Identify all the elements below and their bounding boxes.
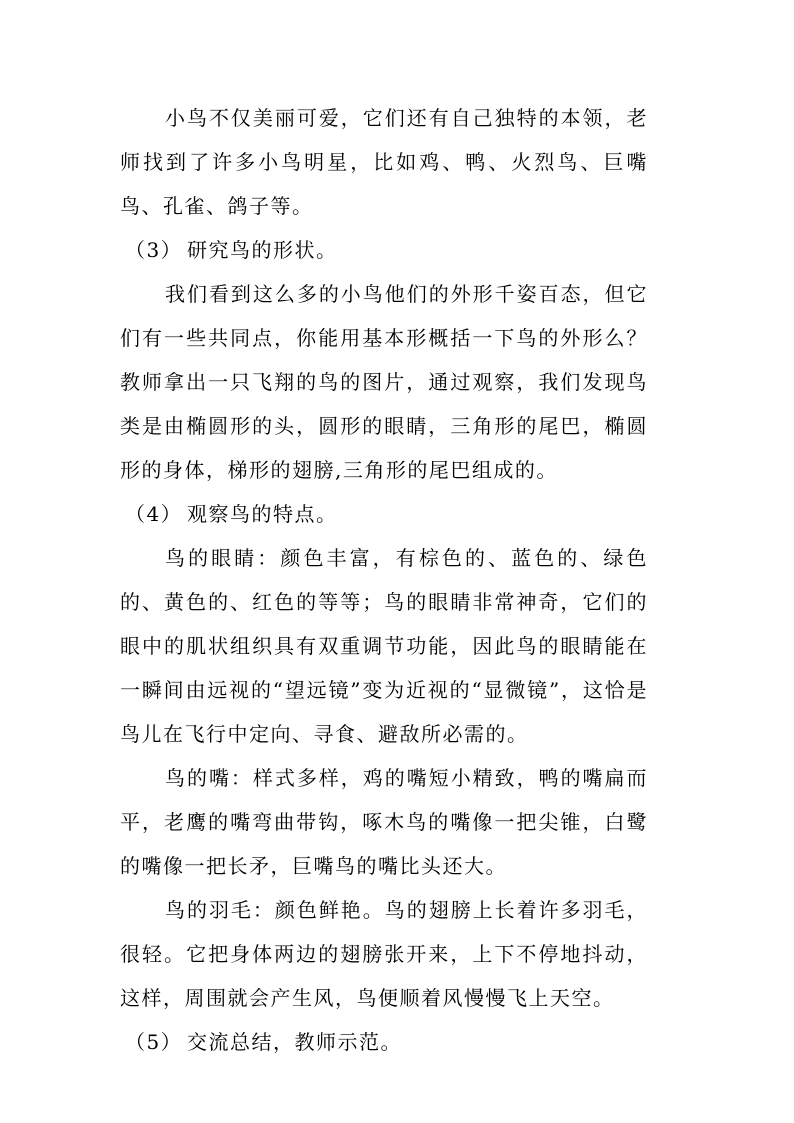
section-number: （3）: [125, 238, 183, 262]
section-heading-4: [120, 492, 648, 536]
section-heading-3: [120, 228, 648, 272]
paragraph-bird-shape: 我们看到这么多的小鸟他们的外形千姿百态，但它们有一些共同点，你能用基本形概括一下鸟的外形么？教师拿出一只飞翔的鸟的图片，通过观察，我们发现鸟类是由椭圆形的头，圆形的眼睛，三角形的尾巴，椭圆形的身体，梯形的翅膀,三角形的尾巴组成的。: [120, 282, 648, 482]
paragraph-bird-eyes: 鸟的眼睛：颜色丰富，有棕色的、蓝色的、绿色的、黄色的、红色的等等；鸟的眼睛非常神奇，它们的眼中的肌状组织具有双重调节功能，因此鸟的眼睛能在一瞬间由远视的“望远镜”变为近视的“显微镜”，这恰是鸟儿在飞行中定向、寻食、避敌所必需的。: [120, 546, 648, 746]
paragraph-bird-feathers: 鸟的羽毛：颜色鲜艳。鸟的翅膀上长着许多羽毛，很轻。它把身体两边的翅膀张开来，上下不停地抖动，这样，周围就会产生风，鸟便顺着风慢慢飞上天空。: [120, 898, 648, 1010]
paragraph-bird-beak: 鸟的嘴：样式多样，鸡的嘴短小精致，鸭的嘴扁而平，老鹰的嘴弯曲带钩，啄木鸟的嘴像一把尖锥，白鹭的嘴像一把长矛，巨嘴鸟的嘴比头还大。: [120, 766, 648, 878]
section-number: （4）: [125, 502, 183, 526]
section-number: （5）: [125, 1030, 183, 1054]
section-heading-5: [120, 1020, 648, 1064]
paragraph-bird-stars: 小鸟不仅美丽可爱，它们还有自己独特的本领，老师找到了许多小鸟明星，比如鸡、鸭、火烈鸟、巨嘴鸟、孔雀、鸽子等。: [120, 106, 648, 218]
section-title: 研究鸟的形状。: [187, 238, 338, 262]
section-title: 观察鸟的特点。: [187, 502, 338, 526]
document-body: [120, 96, 648, 1064]
section-title: 交流总结，教师示范。: [187, 1030, 402, 1054]
